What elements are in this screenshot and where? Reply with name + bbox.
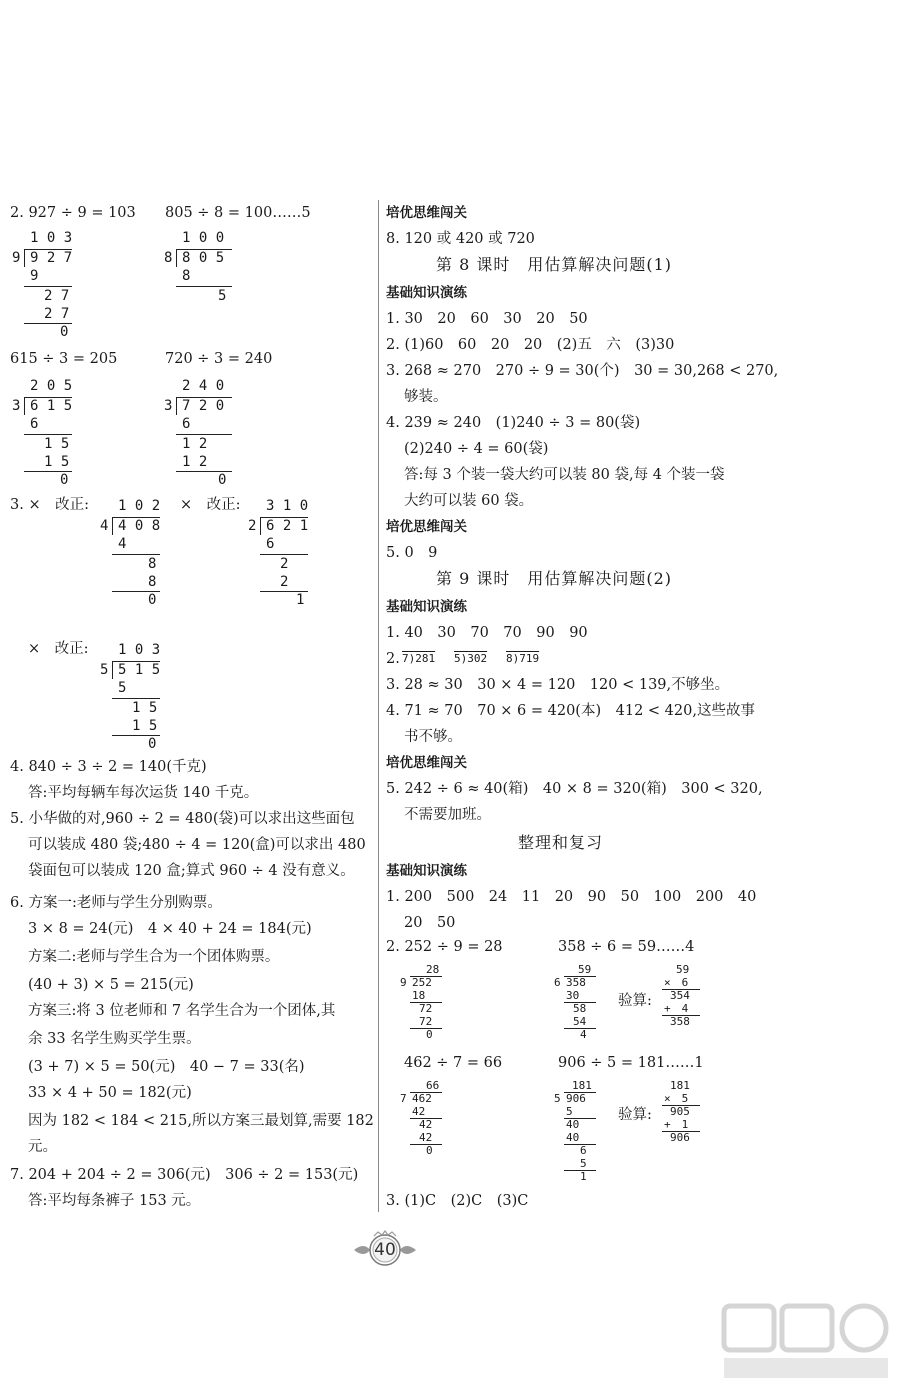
s2-item-c: 8)719 <box>506 652 540 665</box>
q6-line-8: 33 × 4 + 50 = 182(元) <box>28 1085 192 1101</box>
t2-line-d: 906 ÷ 5 = 181……1 <box>558 1055 704 1071</box>
q4-answer: 答:平均每辆车每次运货 140 千克。 <box>28 785 259 801</box>
s4-line-a: 4. 71 ≈ 70 70 × 6 = 420(本) 412 < 420,这些故事 <box>386 703 755 719</box>
s5-line-a: 5. 242 ÷ 6 ≈ 40(箱) 40 × 8 = 320(箱) 300 < 320, <box>386 781 763 797</box>
q6-line-5: 方案三:将 3 位老师和 7 名学生合为一个团体,其 <box>28 1003 336 1019</box>
q3-line-b: × 改正: <box>180 497 241 513</box>
t2-line-b: 358 ÷ 6 = 59……4 <box>558 939 695 955</box>
q2-line-c: 615 ÷ 3 = 205 <box>10 351 118 367</box>
section-basic-2: 基础知识演练 <box>386 599 467 615</box>
r4-line-a: 4. 239 ≈ 240 (1)240 ÷ 3 = 80(袋) <box>386 415 641 431</box>
q4-line: 4. 840 ÷ 3 ÷ 2 = 140(千克) <box>10 759 207 775</box>
lesson-8-title: 第 8 课时 用估算解决问题(1) <box>436 255 673 274</box>
q6-line-2: 3 × 8 = 24(元) 4 × 40 + 24 = 184(元) <box>28 921 312 937</box>
q5-line-1: 5. 小华做的对,960 ÷ 2 = 480(袋)可以求出这些面包 <box>10 811 355 827</box>
t2-line-c: 462 ÷ 7 = 66 <box>404 1055 503 1071</box>
column-divider <box>378 200 379 1212</box>
r3-line-b: 够装。 <box>404 389 448 405</box>
section-basic-1: 基础知识演练 <box>386 285 467 301</box>
r4-line-b: (2)240 ÷ 4 = 60(袋) <box>404 441 549 457</box>
q3-line-c: × 改正: <box>28 641 89 657</box>
q2-line-b: 805 ÷ 8 = 100……5 <box>165 205 311 221</box>
s4-line-b: 书不够。 <box>404 729 462 745</box>
t1-line-a: 1. 200 500 24 11 20 90 50 100 200 40 <box>386 889 757 905</box>
q2-line-d: 720 ÷ 3 = 240 <box>165 351 273 367</box>
review-title: 整理和复习 <box>518 833 604 852</box>
r5-line: 5. 0 9 <box>386 545 438 561</box>
q8-line: 8. 120 或 420 或 720 <box>386 231 535 247</box>
q7-answer: 答:平均每条裤子 153 元。 <box>28 1193 201 1209</box>
section-advanced-1: 培优思维闯关 <box>386 205 467 221</box>
r4-line-c: 答:每 3 个装一袋大约可以装 80 袋,每 4 个装一袋 <box>404 467 725 483</box>
t1-line-b: 20 50 <box>404 915 456 931</box>
t2-line-a: 2. 252 ÷ 9 = 28 <box>386 939 503 955</box>
q7-line: 7. 204 + 204 ÷ 2 = 306(元) 306 ÷ 2 = 153(元) <box>10 1167 359 1183</box>
r3-line-a: 3. 268 ≈ 270 270 ÷ 9 = 30(个) 30 = 30,268 < 270, <box>386 363 779 379</box>
check-label-2: 验算: <box>618 1107 652 1123</box>
q2-line-a: 2. 927 ÷ 9 = 103 <box>10 205 136 221</box>
page-number-badge <box>352 1228 418 1268</box>
q5-line-2: 可以装成 480 袋;480 ÷ 4 = 120(盒)可以求出 480 <box>28 837 366 853</box>
section-advanced-2: 培优思维闯关 <box>386 519 467 535</box>
page-number: 40 <box>374 1240 396 1260</box>
section-basic-3: 基础知识演练 <box>386 863 467 879</box>
s2-label: 2. <box>386 651 400 667</box>
t3-line: 3. (1)C (2)C (3)C <box>386 1193 529 1209</box>
check-label-1: 验算: <box>618 993 652 1009</box>
q6-line-9: 因为 182 < 184 < 215,所以方案三最划算,需要 182 <box>28 1113 374 1129</box>
lesson-9-title: 第 9 课时 用估算解决问题(2) <box>436 569 673 588</box>
r4-line-d: 大约可以装 60 袋。 <box>404 493 534 509</box>
watermark-logo-icon <box>718 1298 893 1383</box>
r1-line: 1. 30 20 60 30 20 50 <box>386 311 588 327</box>
q5-line-3: 袋面包可以装成 120 盒;算式 960 ÷ 4 没有意义。 <box>28 863 355 879</box>
q6-line-10: 元。 <box>28 1139 57 1155</box>
s2-item-b: 5)302 <box>454 652 488 665</box>
q3-line-a: 3. × 改正: <box>10 497 89 513</box>
watermark-logo <box>718 1298 893 1383</box>
s2-item-a: 7)281 <box>402 652 436 665</box>
q6-line-6: 余 33 名学生购买学生票。 <box>28 1031 201 1047</box>
section-advanced-3: 培优思维闯关 <box>386 755 467 771</box>
s1-line: 1. 40 30 70 70 90 90 <box>386 625 588 641</box>
q6-line-4: (40 + 3) × 5 = 215(元) <box>28 977 194 993</box>
s5-line-b: 不需要加班。 <box>404 807 491 823</box>
s3-line: 3. 28 ≈ 30 30 × 4 = 120 120 < 139,不够坐。 <box>386 677 730 693</box>
r2-line: 2. (1)60 60 20 20 (2)五 六 (3)30 <box>386 337 675 353</box>
q6-line-3: 方案二:老师与学生合为一个团体购票。 <box>28 949 280 965</box>
q6-line-1: 6. 方案一:老师与学生分别购票。 <box>10 895 222 911</box>
q6-line-7: (3 + 7) × 5 = 50(元) 40 − 7 = 33(名) <box>28 1059 305 1075</box>
